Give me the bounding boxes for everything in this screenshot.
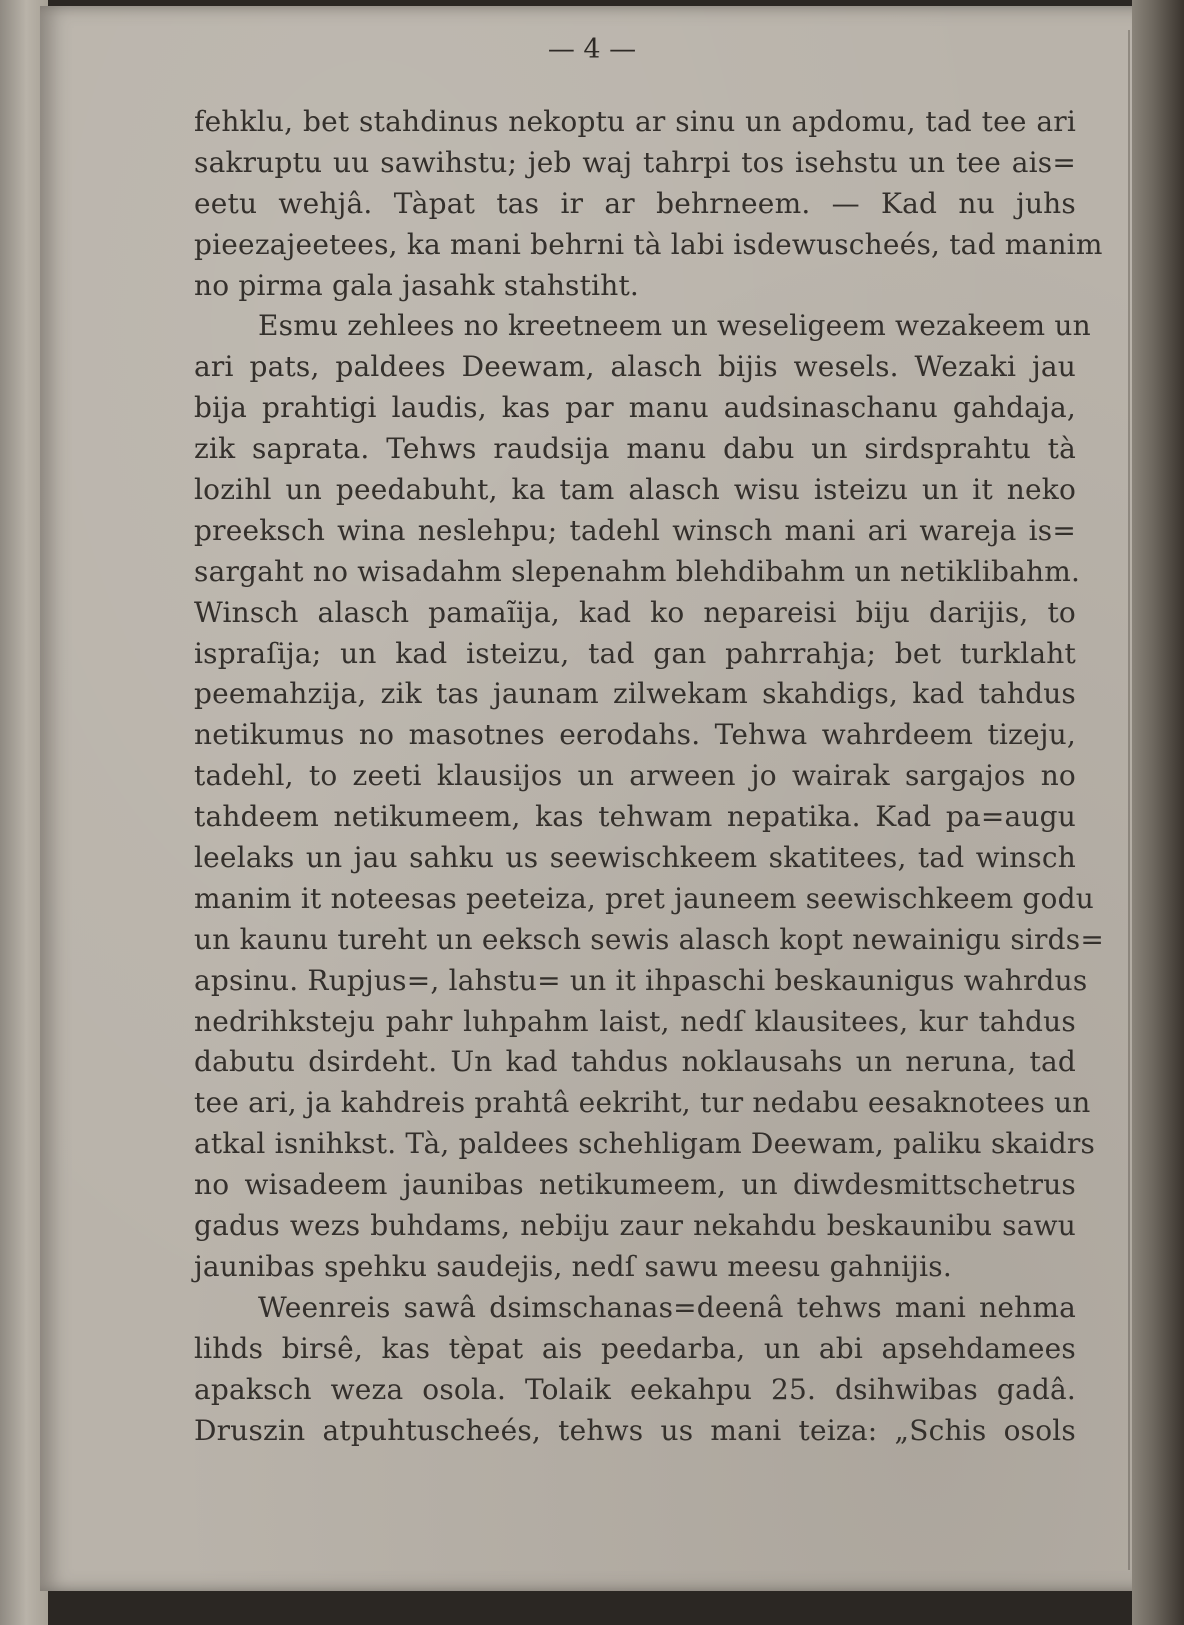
text-line: Winsch alasch pamaĩija, kad ko nepareisi biju darijis, to (194, 595, 1076, 629)
text-line: lihds birsê, kas tèpat ais peedarba, un abi apsehdamees (194, 1331, 1076, 1365)
text-line: tahdeem netikumeem, kas tehwam nepatika. Kad pa=augu (194, 800, 1076, 834)
text-line: Druszin atpuhtuscheés, tehws us mani teiza: „Schis osols (194, 1413, 1076, 1447)
text-line: bija prahtigi laudis, kas par manu audsinaschanu gahdaja, (194, 391, 1076, 425)
text-line: nedrihksteju pahr luhpahm laist, nedſ klausitees, kur tahdus (194, 1004, 1076, 1038)
text-line: zik saprata. Tehws raudsija manu dabu un sirdsprahtu tà (194, 432, 1076, 466)
book-edge (1132, 0, 1184, 1625)
text-line: un kaunu tureht un eeksch sewis alasch kopt newainigu sirds= (194, 922, 1104, 956)
page-fold (1128, 30, 1130, 1570)
text-line: ari pats, paldees Deewam, alasch bijis wesels. Wezaki jau (194, 350, 1076, 384)
text-line: sargaht no wisadahm slepenahm blehdibahm un netiklibahm. (194, 554, 1081, 588)
text-line: Esmu zehlees no kreetneem un weseligeem wezakeem un (258, 309, 1091, 343)
text-line: dabutu dsirdeht. Un kad tahdus noklausahs un neruna, tad (194, 1045, 1076, 1079)
text-line: Weenreis sawâ dsimschanas=deenâ tehws mani nehma (258, 1290, 1076, 1324)
text-line: gadus wezs buhdams, nebiju zaur nekahdu beskaunibu sawu (194, 1209, 1076, 1243)
text-line: jaunibas spehku saudejis, nedſ sawu meesu gahnijis. (194, 1249, 952, 1283)
page-number: — 4 — (547, 34, 637, 65)
text-line: tadehl, to zeeti klausijos un arween jo wairak sargajos no (194, 759, 1076, 793)
text-line: ispraſija; un kad isteizu, tad gan pahrrahja; bet turklaht (194, 636, 1076, 670)
text-line: lozihl un peedabuht, ka tam alasch wisu isteizu un it neko (194, 473, 1076, 507)
text-line: preeksch wina neslehpu; tadehl winsch mani ari wareja is= (194, 513, 1076, 547)
text-line: apsinu. Rupjus=, lahstu= un it ihpaschi beskaunigus wahrdus (194, 963, 1088, 997)
text-line: tee ari, ja kahdreis prahtâ eekriht, tur nedabu eesaknotees un (194, 1086, 1091, 1120)
text-line: atkal isnihkst. Tà, paldees schehligam Deewam, paliku skaidrs (194, 1127, 1096, 1161)
body-text (194, 102, 1104, 1451)
text-line: apaksch weza osola. Tolaik eekahpu 25. dsihwibas gadâ. (194, 1372, 1076, 1406)
text-line: manim it noteesas peeteiza, pret jauneem seewischkeem godu (194, 881, 1094, 915)
text-line: leelaks un jau sahku us seewischkeem skatitees, tad winsch (194, 841, 1076, 875)
text-line: netikumus no masotnes eerodahs. Tehwa wahrdeem tizeju, (194, 718, 1076, 752)
text-line: pieezajeetees, ka mani behrni tà labi isdewuscheés, tad manim (194, 227, 1103, 261)
text-line: no wisadeem jaunibas netikumeem, un diwdesmittschetrus (194, 1168, 1076, 1202)
text-line: no pirma gala jasahk stahstiht. (194, 268, 640, 302)
text-line: eetu wehjâ. Tàpat tas ir ar behrneem. — Kad nu juhs (194, 186, 1076, 220)
text-line: fehklu, bet stahdinus nekoptu ar sinu un apdomu, tad tee ari (194, 105, 1076, 138)
text-line: peemahzija, zik tas jaunam zilwekam skahdigs, kad tahdus (194, 677, 1076, 711)
text-line: sakruptu uu sawihstu; jeb waj tahrpi tos isehstu un tee ais= (194, 145, 1076, 179)
